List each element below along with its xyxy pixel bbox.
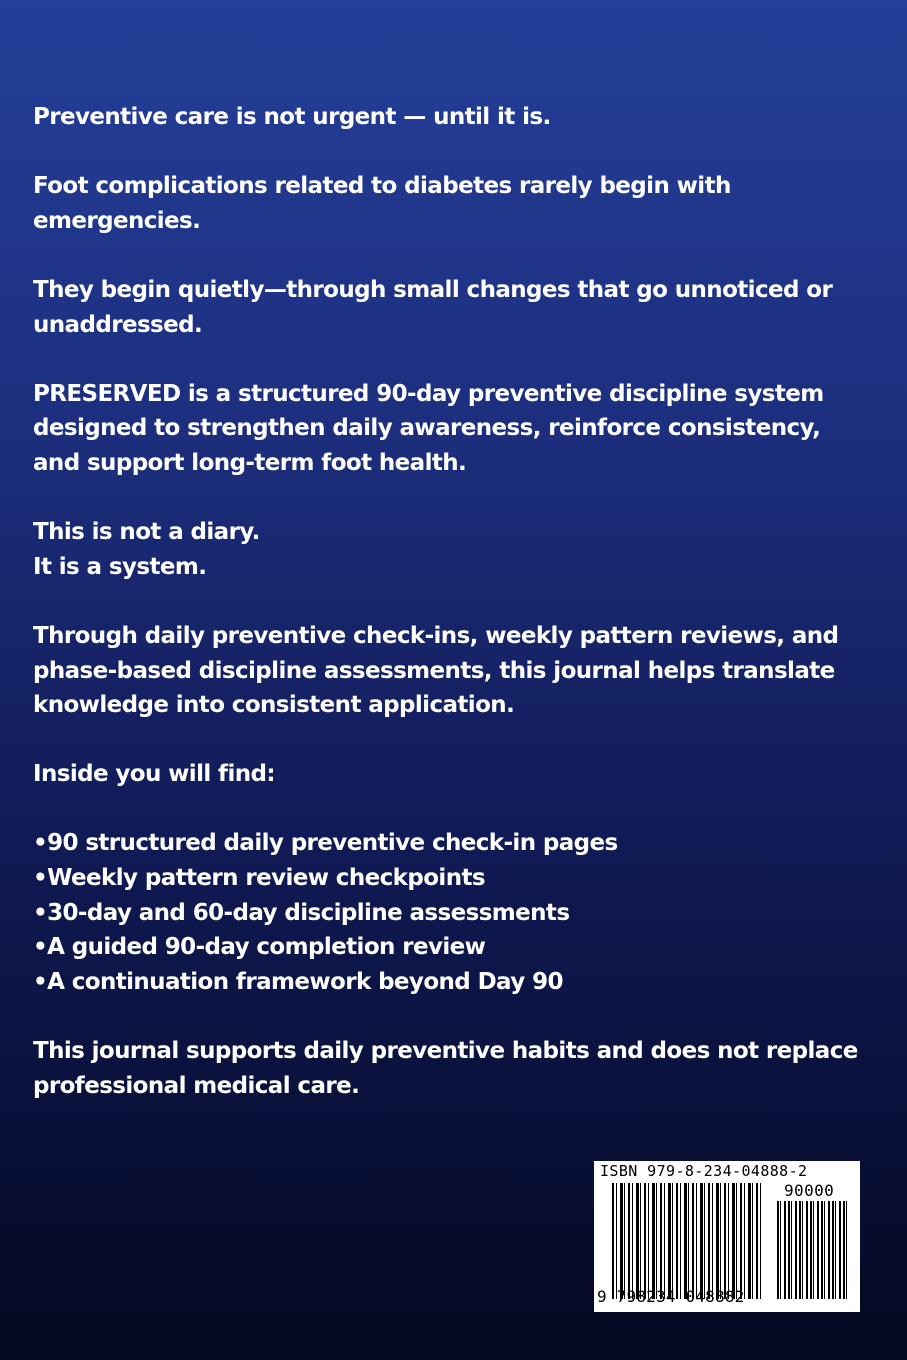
opening-line: Preventive care is not urgent — until it is.: [33, 104, 551, 130]
barcode-bars-icon: [612, 1183, 762, 1299]
list-item: •30-day and 60-day discipline assessments: [33, 899, 570, 926]
paragraph-preserved-description: PRESERVED is a structured 90-day preventive discipline system designed to strengthen daily awareness, reinforce consistency, and support long-term foot health.: [33, 380, 824, 476]
isbn-label: ISBN 979-8-234-04888-2: [600, 1162, 808, 1180]
list-item: •A guided 90-day completion review: [33, 934, 486, 961]
bullet-icon: •: [33, 968, 48, 995]
ean-digits: 9 798234 048882: [597, 1287, 745, 1306]
list-item: •90 structured daily preventive check-in pages: [33, 830, 618, 857]
addon-barcode-bars-icon: [777, 1201, 849, 1299]
system-line: It is a system.: [33, 553, 207, 580]
back-cover-copy: [33, 100, 873, 1138]
paragraph-complications: Foot complications related to diabetes rarely begin with emergencies.: [33, 173, 731, 234]
list-item: •Weekly pattern review checkpoints: [33, 865, 485, 892]
bullet-icon: •: [33, 830, 48, 857]
not-a-diary-line: This is not a diary.: [33, 519, 260, 546]
bullet-icon: •: [33, 934, 48, 961]
paragraph-quiet-changes: They begin quietly—through small changes that go unnoticed or unaddressed.: [33, 276, 833, 338]
isbn-barcode: [594, 1161, 860, 1312]
inside-heading: Inside you will find:: [33, 761, 275, 788]
bullet-icon: •: [33, 865, 48, 892]
bullet-icon: •: [33, 899, 48, 926]
paragraph-check-ins: Through daily preventive check-ins, weekly pattern reviews, and phase-based discipline assessments, this journal helps translate knowledge into consistent application.: [33, 622, 839, 719]
disclaimer: This journal supports daily preventive habits and does not replace professional medical care.: [33, 1038, 858, 1099]
list-item: •A continuation framework beyond Day 90: [33, 968, 563, 995]
paragraph-not-a-diary: [33, 515, 873, 584]
contents-list: [33, 826, 873, 999]
price-code: 90000: [784, 1181, 835, 1200]
